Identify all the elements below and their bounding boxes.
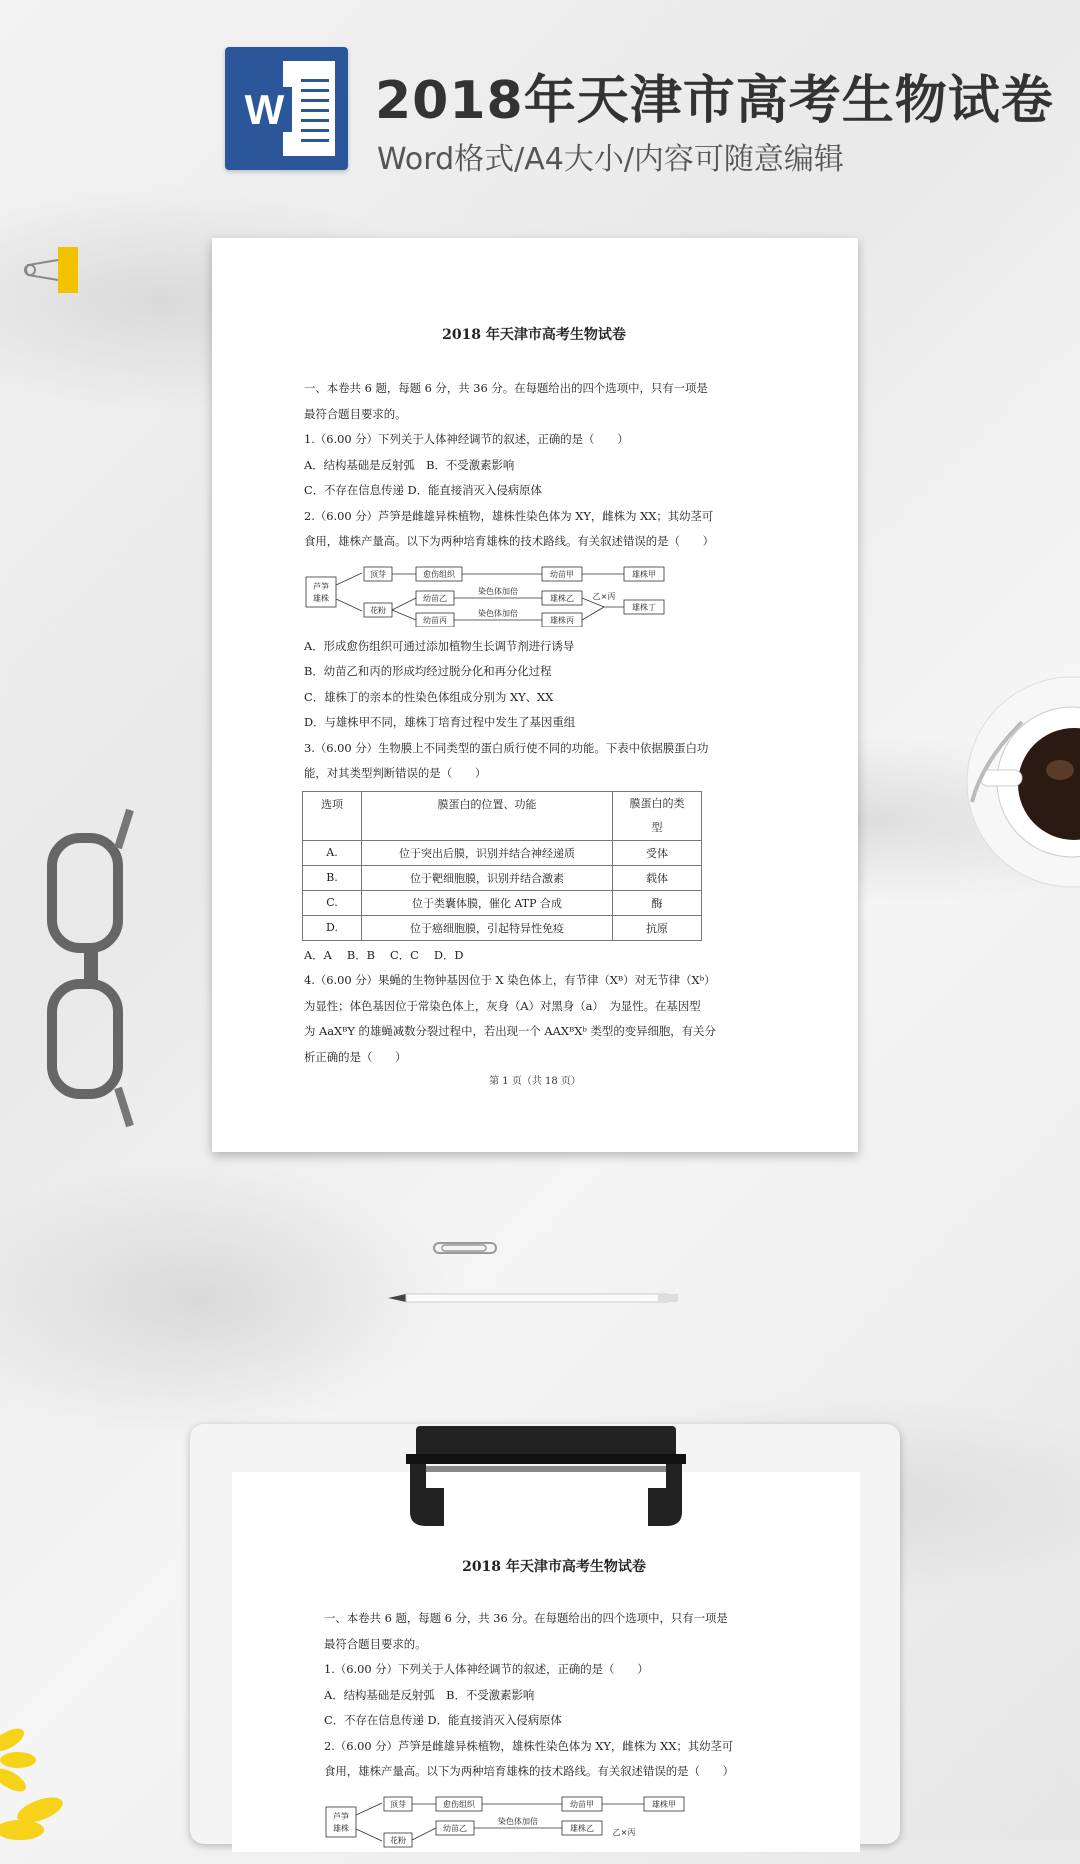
option-line: D．与雄株甲不同，雄株丁培育过程中发生了基因重组	[304, 715, 576, 729]
diagram-node: 幼苗乙	[423, 593, 447, 603]
table-row	[303, 915, 702, 940]
text-line: 食用，雄株产量高。以下为两种培育雄株的技术路线。有关叙述错误的是（ ）	[304, 534, 715, 548]
diagram-source-2: 雄株	[333, 1823, 349, 1833]
diagram-node: 幼苗丙	[423, 615, 447, 625]
membrane-protein-table	[302, 791, 702, 941]
table-cell: D.	[303, 915, 362, 940]
diagram-node: 顶芽	[390, 1799, 406, 1809]
diagram-cross-label: 乙×丙	[592, 591, 616, 601]
text-line: A．结构基础是反射弧 B．不受激素影响	[304, 457, 515, 472]
diagram-node: 幼苗甲	[550, 569, 574, 579]
header	[0, 0, 1080, 190]
diagram-arrow-label: 染色体加倍	[478, 586, 518, 596]
text-line: 1.（6.00 分）下列关于人体神经调节的叙述，正确的是（ ）	[324, 1662, 649, 1676]
diagram-node: 顶芽	[370, 569, 386, 579]
table-cell: 位于癌细胞膜，引起特异性免疫	[362, 915, 613, 940]
diagram-node: 花粉	[390, 1835, 406, 1845]
table-header: 膜蛋白的类 型	[613, 791, 702, 840]
breeding-diagram	[324, 1795, 694, 1857]
page-footer: 第 1 页（共 18 页）	[489, 1076, 581, 1087]
option-line: C．雄株丁的亲本的性染色体组成分别为 XY、XX	[304, 689, 554, 704]
word-letter: W	[237, 87, 292, 132]
text-line: A．结构基础是反射弧 B．不受激素影响	[324, 1687, 535, 1702]
flower-icon	[0, 1700, 70, 1840]
table-header: 选项	[303, 791, 362, 840]
diagram-node: 幼苗乙	[443, 1823, 467, 1833]
document-title: 2018 年天津市高考生物试卷	[442, 327, 626, 343]
text-line: 2.（6.00 分）芦笋是雌雄异株植物，雄株性染色体为 XY，雌株为 XX；其幼茎可	[324, 1738, 734, 1753]
table-header: 膜蛋白的位置、功能	[362, 791, 613, 840]
table-cell: 位于靶细胞膜，识别并结合激素	[362, 865, 613, 890]
table-row	[303, 890, 702, 915]
diagram-source-1: 芦笋	[333, 1811, 349, 1821]
diagram-node: 雄株甲	[652, 1799, 676, 1809]
text-line: 3.（6.00 分）生物膜上不同类型的蛋白质行使不同的功能。下表中依据膜蛋白功	[304, 740, 709, 755]
document-title: 2018 年天津市高考生物试卷	[462, 1559, 646, 1575]
table-cell: 载体	[613, 865, 702, 890]
text-line: C．不存在信息传递 D．能直接消灭入侵病原体	[304, 483, 542, 497]
binder-clip-icon	[22, 245, 84, 295]
paperclip-icon	[432, 1241, 498, 1255]
table-header-row	[303, 791, 702, 840]
breeding-diagram	[304, 565, 674, 627]
table-cell: 抗原	[613, 915, 702, 940]
page-subtitle: Word格式/A4大小/内容可随意编辑	[377, 142, 844, 177]
diagram-node: 幼苗甲	[570, 1799, 594, 1809]
diagram-node: 花粉	[370, 605, 386, 615]
text-line: 4.（6.00 分）果蝇的生物钟基因位于 X 染色体上，有节律（Xᴮ）对无节律（Xᵇ）	[304, 973, 716, 987]
text-line: 一、本卷共 6 题，每题 6 分，共 36 分。在每题给出的四个选项中，只有一项是	[324, 1611, 728, 1625]
diagram-node: 雄株甲	[632, 569, 656, 579]
diagram-node: 愈伤组织	[443, 1799, 475, 1809]
table-cell: A.	[303, 840, 362, 865]
text-line: 能，对其类型判断错误的是（ ）	[304, 766, 487, 780]
table-cell: 位于突出后膜，识别并结合神经递质	[362, 840, 613, 865]
text-line: 为 AaXᴮY 的雄蝇减数分裂过程中，若出现一个 AAXᴮXᵇ 类型的变异细胞，有关分	[304, 1024, 716, 1038]
diagram-arrow-label: 染色体加倍	[498, 1816, 538, 1826]
option-line: A．形成愈伤组织可通过添加植物生长调节剂进行诱导	[304, 638, 575, 653]
table-row	[303, 840, 702, 865]
text-line: C．不存在信息传递 D．能直接消灭入侵病原体	[324, 1713, 562, 1727]
diagram-node: 愈伤组织	[423, 569, 455, 579]
word-icon	[225, 47, 348, 170]
table-cell: 位于类囊体膜，催化 ATP 合成	[362, 890, 613, 915]
pencil-icon	[388, 1292, 680, 1304]
diagram-node: 雄株乙	[570, 1823, 594, 1833]
document-content	[304, 238, 764, 1070]
text-line: 2.（6.00 分）芦笋是雌雄异株植物，雄株性染色体为 XY，雌株为 XX；其幼茎可	[304, 508, 714, 523]
text-line: 析正确的是（ ）	[304, 1049, 407, 1064]
diagram-source-2: 雄株	[313, 593, 329, 603]
coffee-cup-icon	[962, 662, 1080, 902]
option-line: B．幼苗乙和丙的形成均经过脱分化和再分化过程	[304, 664, 552, 678]
answer-line: A．A B．B C．C D．D	[304, 947, 464, 962]
glasses-icon	[44, 808, 134, 1128]
diagram-cross-label: 乙×丙	[612, 1827, 636, 1837]
diagram-node: 雄株丙	[550, 615, 574, 625]
table-cell: B.	[303, 865, 362, 890]
text-line: 一、本卷共 6 题，每题 6 分，共 36 分。在每题给出的四个选项中，只有一项是	[304, 381, 708, 395]
text-line: 为显性；体色基因位于常染色体上，灰身（A）对黑身（a） 为显性。在基因型	[304, 998, 701, 1013]
table-cell: 酶	[613, 890, 702, 915]
diagram-arrow-label: 染色体加倍	[478, 608, 518, 618]
text-line: 1.（6.00 分）下列关于人体神经调节的叙述，正确的是（ ）	[304, 432, 629, 446]
page-title: 2018年天津市高考生物试卷	[375, 71, 1054, 131]
text-line: 食用，雄株产量高。以下为两种培育雄株的技术路线。有关叙述错误的是（ ）	[324, 1764, 735, 1778]
table-cell: 受体	[613, 840, 702, 865]
document-page	[212, 238, 858, 1152]
diagram-node: 雄株乙	[550, 593, 574, 603]
table-cell: C.	[303, 890, 362, 915]
diagram-node: 雄株丁	[632, 602, 656, 612]
table-row	[303, 865, 702, 890]
text-line: 最符合题目要求的。	[304, 406, 407, 421]
diagram-source-1: 芦笋	[313, 581, 329, 591]
clipboard-clamp-icon	[396, 1426, 696, 1532]
text-line: 最符合题目要求的。	[324, 1636, 427, 1651]
